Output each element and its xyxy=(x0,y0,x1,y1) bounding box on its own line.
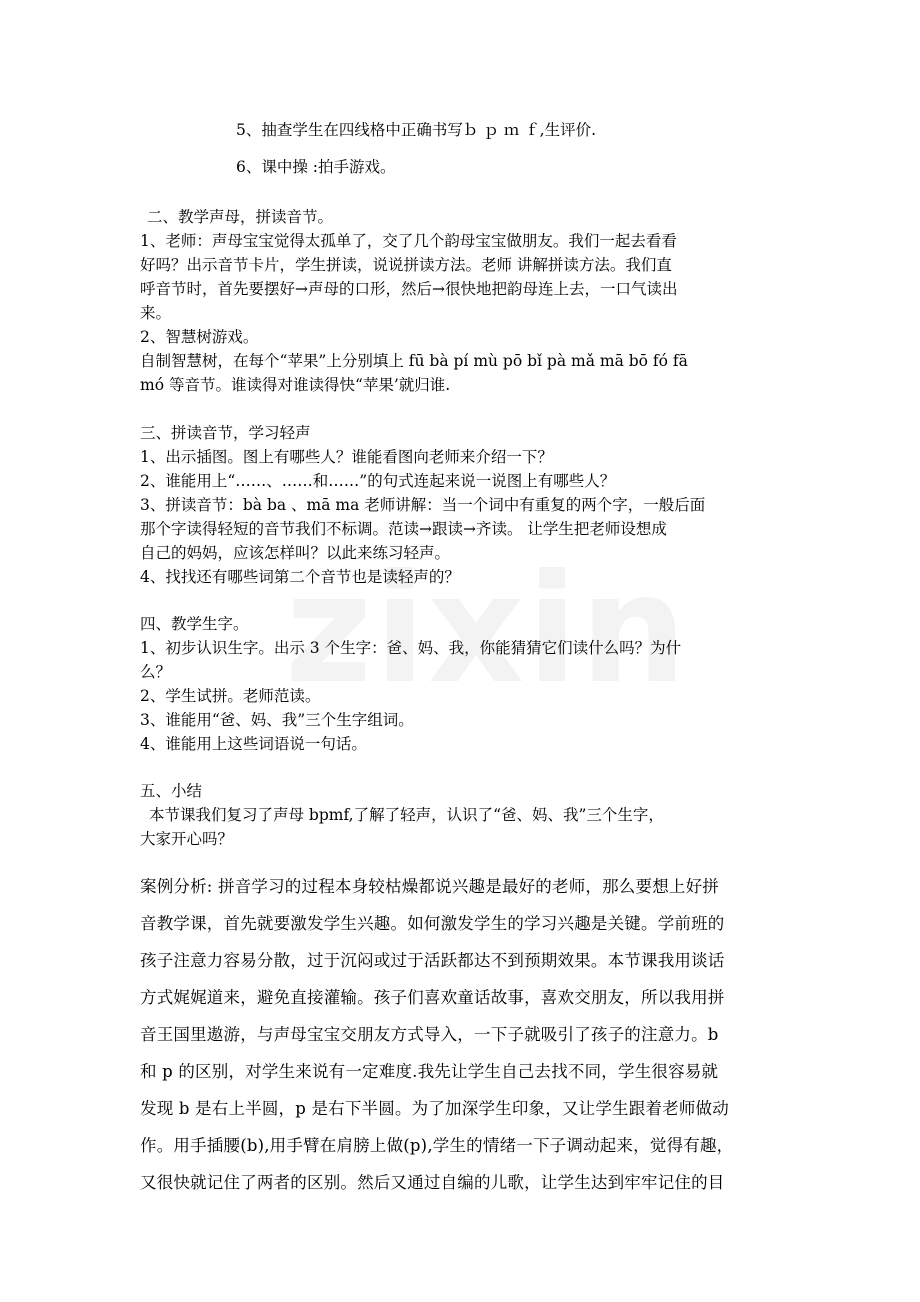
section-2-heading: 二、教学声母，拼读音节。 xyxy=(147,208,334,226)
paragraph-line: 大家开心吗？ xyxy=(140,830,234,848)
paragraph-line: 2、学生试拼。老师范读。 xyxy=(140,687,321,705)
analysis-line: 和 p 的区别，对学生来说有一定难度.我先让学生自己去找不同，学生很容易就 xyxy=(140,1062,719,1081)
analysis-line: 作。用手插腰(b),用手臂在肩膀上做(p),学生的情绪一下子调动起来，觉得有趣， xyxy=(140,1136,734,1155)
analysis-line: 音王国里遨游，与声母宝宝交朋友方式导入，一下子就吸引了孩子的注意力。b xyxy=(140,1025,719,1044)
paragraph-line: 3、谁能用“爸、妈、我”三个生字组词。 xyxy=(140,711,414,729)
section-5-heading: 五、小结 xyxy=(140,782,203,800)
paragraph-line: 自制智慧树，在每个“苹果”上分别填上 fū bà pí mù pō bǐ pà mǎ mā bō fó fā xyxy=(140,352,688,370)
paragraph-line: 2、智慧树游戏。 xyxy=(140,328,259,346)
paragraph-line: 3、拼读音节：bà ba 、mā ma 老师讲解：当一个词中有重复的两个字，一般后面 xyxy=(140,496,706,514)
step-5-line: 5、抽查学生在四线格中正确书写ｂ ｐ ｍ ｆ,生评价. xyxy=(236,121,596,139)
paragraph-line: 自己的妈妈，应该怎样叫？以此来练习轻声。 xyxy=(140,544,451,562)
paragraph-line: 呼音节时，首先要摆好→声母的口形，然后→很快地把韵母连上去，一口气读出 xyxy=(140,280,678,298)
paragraph-line: 那个字读得轻短的音节我们不标调。范读→跟读→齐读。 让学生把老师设想成 xyxy=(140,520,667,538)
paragraph-line: 来。 xyxy=(140,304,172,322)
paragraph-line: 么？ xyxy=(140,663,172,681)
paragraph-line: 1、老师：声母宝宝觉得太孤单了，交了几个韵母宝宝做朋友。我们一起去看看 xyxy=(140,232,677,250)
analysis-line: 发现 b 是右上半圆，p 是右下半圆。为了加深学生印象，又让学生跟着老师做动 xyxy=(140,1099,729,1118)
section-4-heading: 四、教学生字。 xyxy=(140,615,249,633)
paragraph-line: 1、出示插图。图上有哪些人？谁能看图向老师来介绍一下？ xyxy=(140,448,553,466)
paragraph-line: 4、找找还有哪些词第二个音节也是读轻声的？ xyxy=(140,568,460,586)
analysis-line: 案例分析: 拼音学习的过程本身较枯燥都说兴趣是最好的老师，那么要想上好拼 xyxy=(140,877,720,896)
paragraph-line: 2、谁能用上“……、……和……”的句式连起来说一说图上有哪些人？ xyxy=(140,472,616,490)
analysis-line: 又很快就记住了两者的区别。然后又通过自编的儿歌，让学生达到牢牢记住的目 xyxy=(140,1173,725,1192)
paragraph-line: mó 等音节。谁读得对谁读得快“苹果’就归谁. xyxy=(140,376,451,394)
paragraph-line: 1、初步认识生字。出示 3 个生字：爸、妈、我，你能猜猜它们读什么吗？为什 xyxy=(140,639,682,657)
paragraph-line: 4、谁能用上这些词语说一句话。 xyxy=(140,735,367,753)
paragraph-line: 本节课我们复习了声母 bpmf,了解了轻声，认识了“爸、妈、我”三个生字， xyxy=(149,806,664,824)
section-3-heading: 三、拼读音节，学习轻声 xyxy=(140,424,311,442)
analysis-line: 孩子注意力容易分散，过于沉闷或过于活跃都达不到预期效果。本节课我用谈话 xyxy=(140,951,725,970)
step-6-line: 6、课中操 :拍手游戏。 xyxy=(236,158,396,176)
analysis-line: 音教学课，首先就要激发学生兴趣。如何激发学生的学习兴趣是关键。学前班的 xyxy=(140,914,725,933)
analysis-line: 方式娓娓道来，避免直接灌输。孩子们喜欢童话故事，喜欢交朋友，所以我用拼 xyxy=(140,988,725,1007)
paragraph-line: 好吗？出示音节卡片，学生拼读，说说拼读方法。老师 讲解拼读方法。我们直 xyxy=(140,256,672,274)
